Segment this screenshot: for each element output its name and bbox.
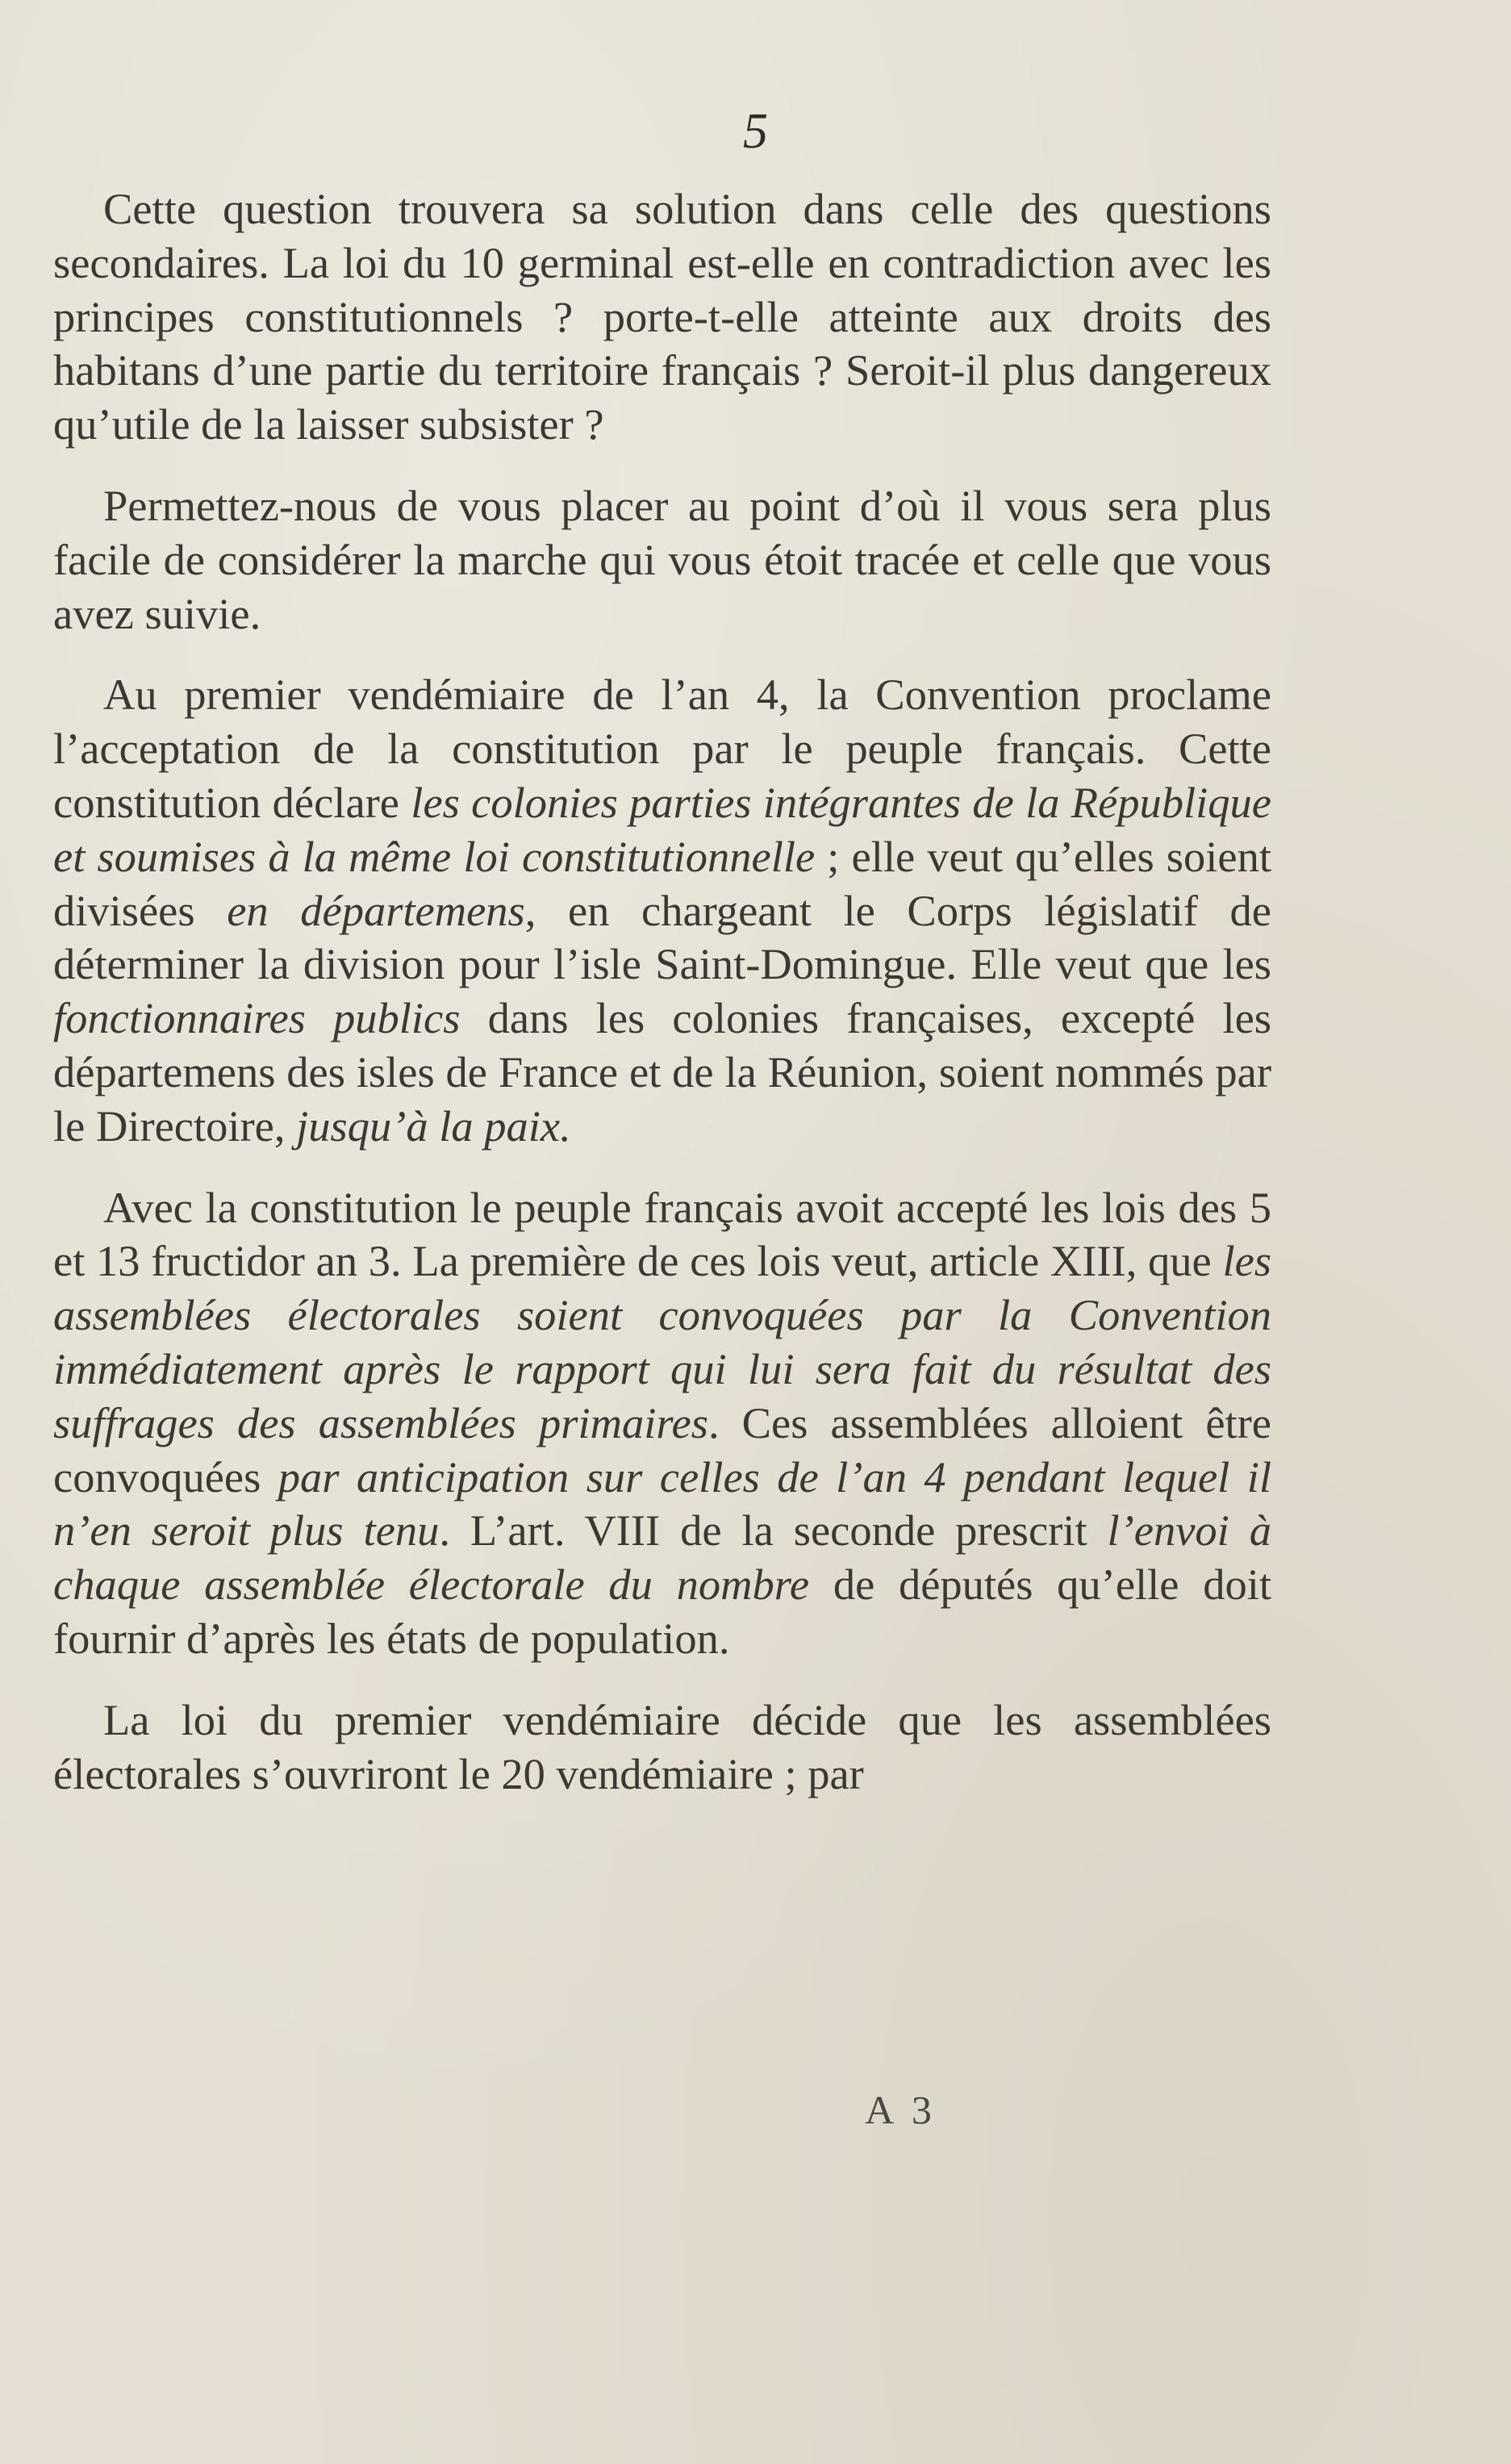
text-run: Au premier vendémiaire de l’an 4, la Convention proclame l’acceptation de la constitution par le peuple français. Cette constitution déclare <box>53 670 1271 827</box>
italic-text-run: fonctionnaires publics <box>53 993 461 1043</box>
paragraph <box>53 479 1271 641</box>
italic-text-run: jusqu’à la paix. <box>296 1100 571 1151</box>
signature-mark-line <box>0 2087 1511 2132</box>
text-run: Permettez-nous de vous placer au point d’où il vous sera plus facile de considérer la marche qui vous étoit tracée et celle que vous avez suivie. <box>53 480 1271 638</box>
text-run: de députés qu’elle doit fournir d’après les états de population. <box>53 1560 1271 1663</box>
italic-text-run: par anticipation sur celles de l’an 4 pendant lequel il n’en seroit plus tenu <box>53 1451 1271 1556</box>
text-run: , en chargeant le Corps législatif de déterminer la division pour l’isle Saint-Domingue. Elle veut que les <box>53 885 1271 989</box>
text-run: La loi du premier vendémiaire décide que les assemblées électorales s’ouvriront le 20 vendémiaire ; par <box>53 1694 1271 1798</box>
page-number: 5 <box>743 104 768 159</box>
paragraph <box>53 1693 1271 1802</box>
italic-text-run: les assemblées électorales soient convoquées par la Convention immédiatement après le rapport qui lui sera fait du résultat des suffrages des assemblées primaires <box>53 1236 1271 1447</box>
italic-text-run: les colonies parties intégrantes de la République et soumises à la même loi constitutionnelle <box>53 777 1271 881</box>
text-run: . L’art. VIII de la seconde prescrit <box>439 1506 1108 1556</box>
text-run: Avec la constitution le peuple français avoit accepté les lois des 5 et 13 fructidor an 3. La première de ces lois veut, article XIII, que <box>53 1182 1271 1286</box>
signature-mark: A 3 <box>865 2087 937 2132</box>
paragraph <box>53 1181 1271 1666</box>
text-run: . Ces assemblées alloient être convoquées <box>53 1397 1271 1501</box>
paragraph <box>53 668 1271 1153</box>
paragraph <box>53 182 1271 452</box>
italic-text-run: l’envoi à chaque assemblée électorale du nombre <box>53 1506 1271 1610</box>
italic-text-run: en départemens <box>227 885 525 935</box>
body-text <box>53 182 1271 1828</box>
text-run: dans les colonies françaises, excepté les départemens des isles de France et de la Réunion, soient nommés par le Directoire, <box>53 993 1271 1151</box>
text-run: Cette question trouvera sa solution dans celle des questions secondaires. La loi du 10 germinal est-elle en contradiction avec les principes constitutionnels ? porte-t-elle atteinte aux droits des habitans d’une partie du territoire français ? Seroit-il plus dangereux qu’utile de la laisser subsister ? <box>53 184 1271 449</box>
text-run: ; elle veut qu’elles soient divisées <box>53 831 1271 935</box>
